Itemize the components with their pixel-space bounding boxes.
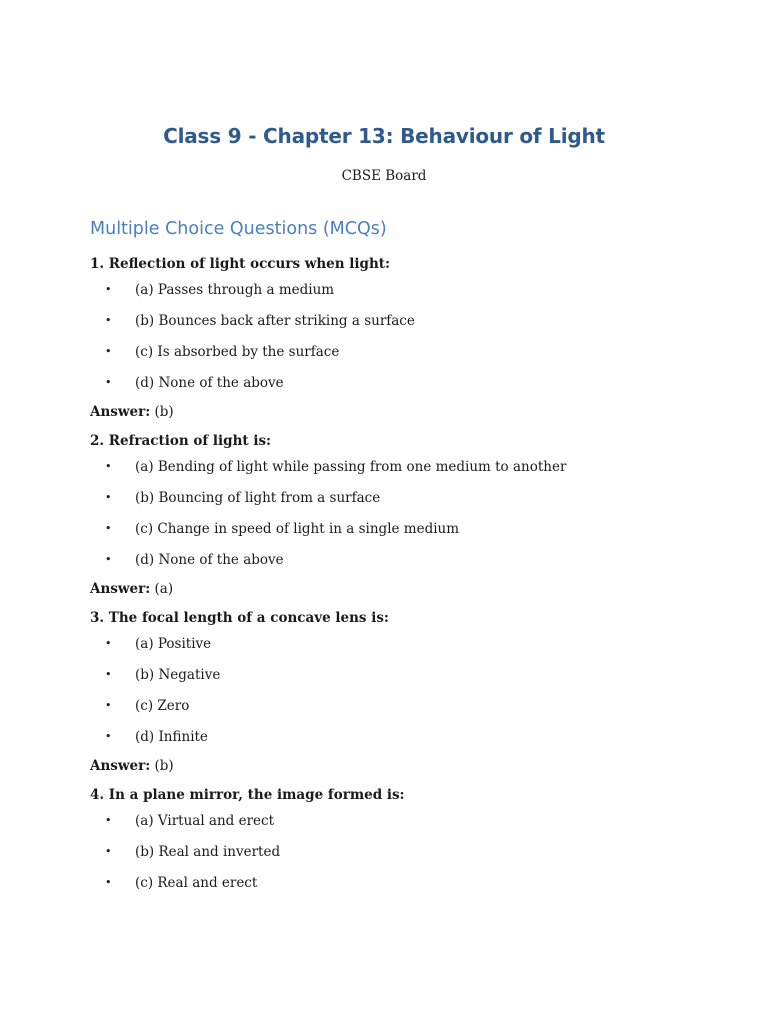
question-block bbox=[90, 255, 710, 421]
option-text: (d) None of the above bbox=[135, 375, 284, 391]
bullet-icon: • bbox=[105, 876, 112, 889]
bullet-icon: • bbox=[105, 553, 112, 566]
answer-value: (a) bbox=[154, 581, 174, 597]
option-item bbox=[90, 312, 710, 330]
option-text: (d) None of the above bbox=[135, 552, 284, 568]
answer-value: (b) bbox=[154, 404, 174, 420]
option-text: (d) Infinite bbox=[135, 729, 208, 745]
options-list bbox=[90, 281, 710, 392]
answer-label: Answer: bbox=[90, 581, 151, 597]
bullet-icon: • bbox=[105, 522, 112, 535]
option-item bbox=[90, 697, 710, 715]
option-item bbox=[90, 874, 710, 892]
option-text: (a) Positive bbox=[135, 636, 212, 652]
options-list bbox=[90, 812, 710, 892]
question-text: 4. In a plane mirror, the image formed is: bbox=[90, 787, 405, 803]
option-item bbox=[90, 843, 710, 861]
option-item bbox=[90, 666, 710, 684]
question-block bbox=[90, 432, 710, 598]
bullet-icon: • bbox=[105, 283, 112, 296]
options-list bbox=[90, 635, 710, 746]
option-text: (a) Passes through a medium bbox=[135, 282, 335, 298]
bullet-icon: • bbox=[105, 460, 112, 473]
question-text: 1. Reflection of light occurs when light: bbox=[90, 256, 391, 272]
bullet-icon: • bbox=[105, 345, 112, 358]
option-item bbox=[90, 374, 710, 392]
option-text: (c) Real and erect bbox=[135, 875, 258, 891]
options-list bbox=[90, 458, 710, 569]
option-text: (b) Real and inverted bbox=[135, 844, 281, 860]
question-block bbox=[90, 609, 710, 775]
answer-line bbox=[90, 580, 710, 598]
answer-value: (b) bbox=[154, 758, 174, 774]
option-item bbox=[90, 635, 710, 653]
option-item bbox=[90, 281, 710, 299]
option-text: (b) Negative bbox=[135, 667, 221, 683]
option-text: (c) Is absorbed by the surface bbox=[135, 344, 340, 360]
bullet-icon: • bbox=[105, 699, 112, 712]
answer-label: Answer: bbox=[90, 758, 151, 774]
option-text: (c) Change in speed of light in a single medium bbox=[135, 521, 460, 537]
question-text: 2. Refraction of light is: bbox=[90, 433, 272, 449]
bullet-icon: • bbox=[105, 730, 112, 743]
option-item bbox=[90, 458, 710, 476]
page-subtitle: CBSE Board bbox=[341, 168, 427, 184]
option-text: (b) Bouncing of light from a surface bbox=[135, 490, 381, 506]
option-item bbox=[90, 551, 710, 569]
page-title: Class 9 - Chapter 13: Behaviour of Light bbox=[163, 124, 605, 148]
bullet-icon: • bbox=[105, 314, 112, 327]
section-heading-mcqs: Multiple Choice Questions (MCQs) bbox=[90, 219, 387, 239]
option-text: (b) Bounces back after striking a surface bbox=[135, 313, 415, 329]
option-item bbox=[90, 520, 710, 538]
option-item bbox=[90, 489, 710, 507]
option-text: (a) Virtual and erect bbox=[135, 813, 275, 829]
bullet-icon: • bbox=[105, 845, 112, 858]
answer-label: Answer: bbox=[90, 404, 151, 420]
answer-line bbox=[90, 403, 710, 421]
questions-list bbox=[90, 255, 710, 905]
bullet-icon: • bbox=[105, 376, 112, 389]
question-text: 3. The focal length of a concave lens is: bbox=[90, 610, 389, 626]
answer-line bbox=[90, 757, 710, 775]
option-item bbox=[90, 812, 710, 830]
option-item bbox=[90, 343, 710, 361]
bullet-icon: • bbox=[105, 814, 112, 827]
bullet-icon: • bbox=[105, 668, 112, 681]
option-text: (c) Zero bbox=[135, 698, 190, 714]
option-item bbox=[90, 728, 710, 746]
option-text: (a) Bending of light while passing from one medium to another bbox=[135, 459, 567, 475]
bullet-icon: • bbox=[105, 637, 112, 650]
question-block bbox=[90, 786, 710, 892]
bullet-icon: • bbox=[105, 491, 112, 504]
